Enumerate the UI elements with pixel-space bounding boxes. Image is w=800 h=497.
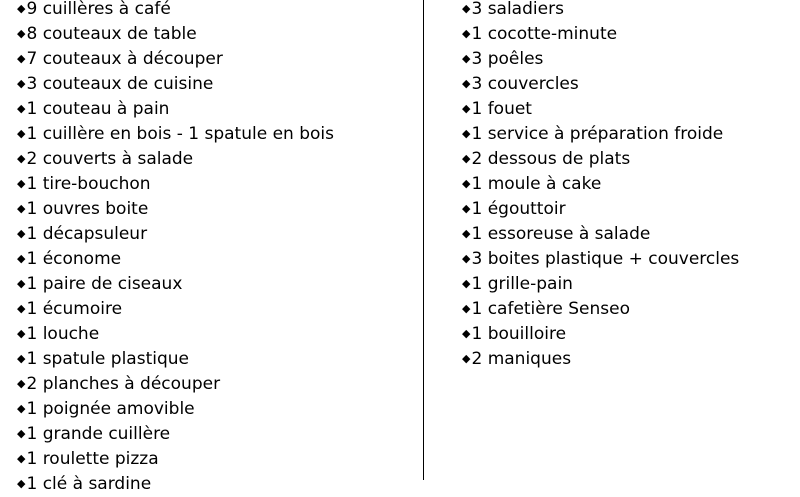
list-item (17, 221, 334, 246)
diamond-bullet-icon: ◆ (17, 27, 26, 40)
diamond-bullet-icon: ◆ (462, 227, 471, 240)
diamond-bullet-icon: ◆ (462, 27, 471, 40)
item-text: 9 cuillères à café (26, 0, 171, 19)
list-item (462, 121, 739, 146)
item-text: 1 couteau à pain (26, 99, 170, 119)
list-item (462, 246, 739, 271)
item-text: 3 saladiers (471, 0, 564, 19)
item-text: 1 décapsuleur (26, 224, 148, 244)
diamond-bullet-icon: ◆ (17, 77, 26, 90)
list-item (17, 71, 334, 96)
item-text: 1 paire de ciseaux (26, 274, 183, 294)
diamond-bullet-icon: ◆ (462, 52, 471, 65)
list-item (17, 271, 334, 296)
item-text: 3 poêles (471, 49, 544, 69)
diamond-bullet-icon: ◆ (462, 327, 471, 340)
diamond-bullet-icon: ◆ (17, 2, 26, 15)
item-text: 1 clé à sardine (26, 474, 152, 494)
diamond-bullet-icon: ◆ (17, 202, 26, 215)
list-item (462, 271, 739, 296)
diamond-bullet-icon: ◆ (17, 327, 26, 340)
diamond-bullet-icon: ◆ (17, 127, 26, 140)
item-text: 1 service à préparation froide (471, 124, 724, 144)
list-item (17, 46, 334, 71)
diamond-bullet-icon: ◆ (17, 152, 26, 165)
item-text: 1 cocotte-minute (471, 24, 618, 44)
list-item (462, 96, 739, 121)
list-item (17, 246, 334, 271)
list-item (17, 146, 334, 171)
diamond-bullet-icon: ◆ (17, 302, 26, 315)
list-item (462, 46, 739, 71)
list-item (17, 196, 334, 221)
list-item (462, 196, 739, 221)
diamond-bullet-icon: ◆ (17, 52, 26, 65)
list-item (462, 146, 739, 171)
item-text: 1 louche (26, 324, 100, 344)
list-item (17, 321, 334, 346)
list-item (17, 121, 334, 146)
diamond-bullet-icon: ◆ (17, 427, 26, 440)
list-item (17, 346, 334, 371)
diamond-bullet-icon: ◆ (462, 302, 471, 315)
list-item (462, 346, 739, 371)
item-text: 1 ouvres boite (26, 199, 149, 219)
diamond-bullet-icon: ◆ (17, 277, 26, 290)
list-item (17, 421, 334, 446)
item-text: 1 fouet (471, 99, 532, 119)
left-item-list (17, 0, 334, 496)
diamond-bullet-icon: ◆ (462, 77, 471, 90)
item-text: 2 dessous de plats (471, 149, 631, 169)
list-item (17, 0, 334, 21)
list-item (17, 171, 334, 196)
item-text: 1 roulette pizza (26, 449, 159, 469)
list-item (462, 321, 739, 346)
item-text: 3 couvercles (471, 74, 579, 94)
list-item (462, 21, 739, 46)
diamond-bullet-icon: ◆ (462, 352, 471, 365)
diamond-bullet-icon: ◆ (17, 177, 26, 190)
list-item (17, 471, 334, 496)
item-text: 1 économe (26, 249, 122, 269)
diamond-bullet-icon: ◆ (17, 352, 26, 365)
item-text: 3 boites plastique + couvercles (471, 249, 740, 269)
diamond-bullet-icon: ◆ (462, 102, 471, 115)
item-text: 1 poignée amovible (26, 399, 195, 419)
item-text: 2 planches à découper (26, 374, 221, 394)
diamond-bullet-icon: ◆ (17, 477, 26, 490)
list-item (17, 446, 334, 471)
item-text: 1 spatule plastique (26, 349, 189, 369)
right-item-list (462, 0, 739, 371)
diamond-bullet-icon: ◆ (462, 202, 471, 215)
item-text: 7 couteaux à découper (26, 49, 223, 69)
item-text: 1 tire-bouchon (26, 174, 151, 194)
diamond-bullet-icon: ◆ (462, 177, 471, 190)
diamond-bullet-icon: ◆ (462, 2, 471, 15)
list-item (17, 296, 334, 321)
item-text: 2 maniques (471, 349, 572, 369)
item-text: 1 moule à cake (471, 174, 602, 194)
item-text: 1 écumoire (26, 299, 123, 319)
list-item (462, 0, 739, 21)
item-text: 3 couteaux de cuisine (26, 74, 214, 94)
item-text: 8 couteaux de table (26, 24, 197, 44)
diamond-bullet-icon: ◆ (17, 227, 26, 240)
item-text: 1 égouttoir (471, 199, 566, 219)
diamond-bullet-icon: ◆ (17, 402, 26, 415)
list-item (462, 221, 739, 246)
diamond-bullet-icon: ◆ (462, 152, 471, 165)
list-item (17, 396, 334, 421)
diamond-bullet-icon: ◆ (17, 102, 26, 115)
diamond-bullet-icon: ◆ (462, 127, 471, 140)
diamond-bullet-icon: ◆ (17, 252, 26, 265)
list-item (462, 171, 739, 196)
item-text: 1 cafetière Senseo (471, 299, 630, 319)
diamond-bullet-icon: ◆ (17, 452, 26, 465)
list-item (17, 96, 334, 121)
item-text: 1 grille-pain (471, 274, 573, 294)
list-item (462, 71, 739, 96)
item-text: 1 bouilloire (471, 324, 567, 344)
list-item (462, 296, 739, 321)
list-item (17, 21, 334, 46)
item-text: 1 essoreuse à salade (471, 224, 651, 244)
column-divider (423, 0, 424, 480)
diamond-bullet-icon: ◆ (462, 277, 471, 290)
item-text: 1 cuillère en bois - 1 spatule en bois (26, 124, 334, 144)
list-item (17, 371, 334, 396)
item-text: 2 couverts à salade (26, 149, 194, 169)
diamond-bullet-icon: ◆ (17, 377, 26, 390)
item-text: 1 grande cuillère (26, 424, 171, 444)
diamond-bullet-icon: ◆ (462, 252, 471, 265)
